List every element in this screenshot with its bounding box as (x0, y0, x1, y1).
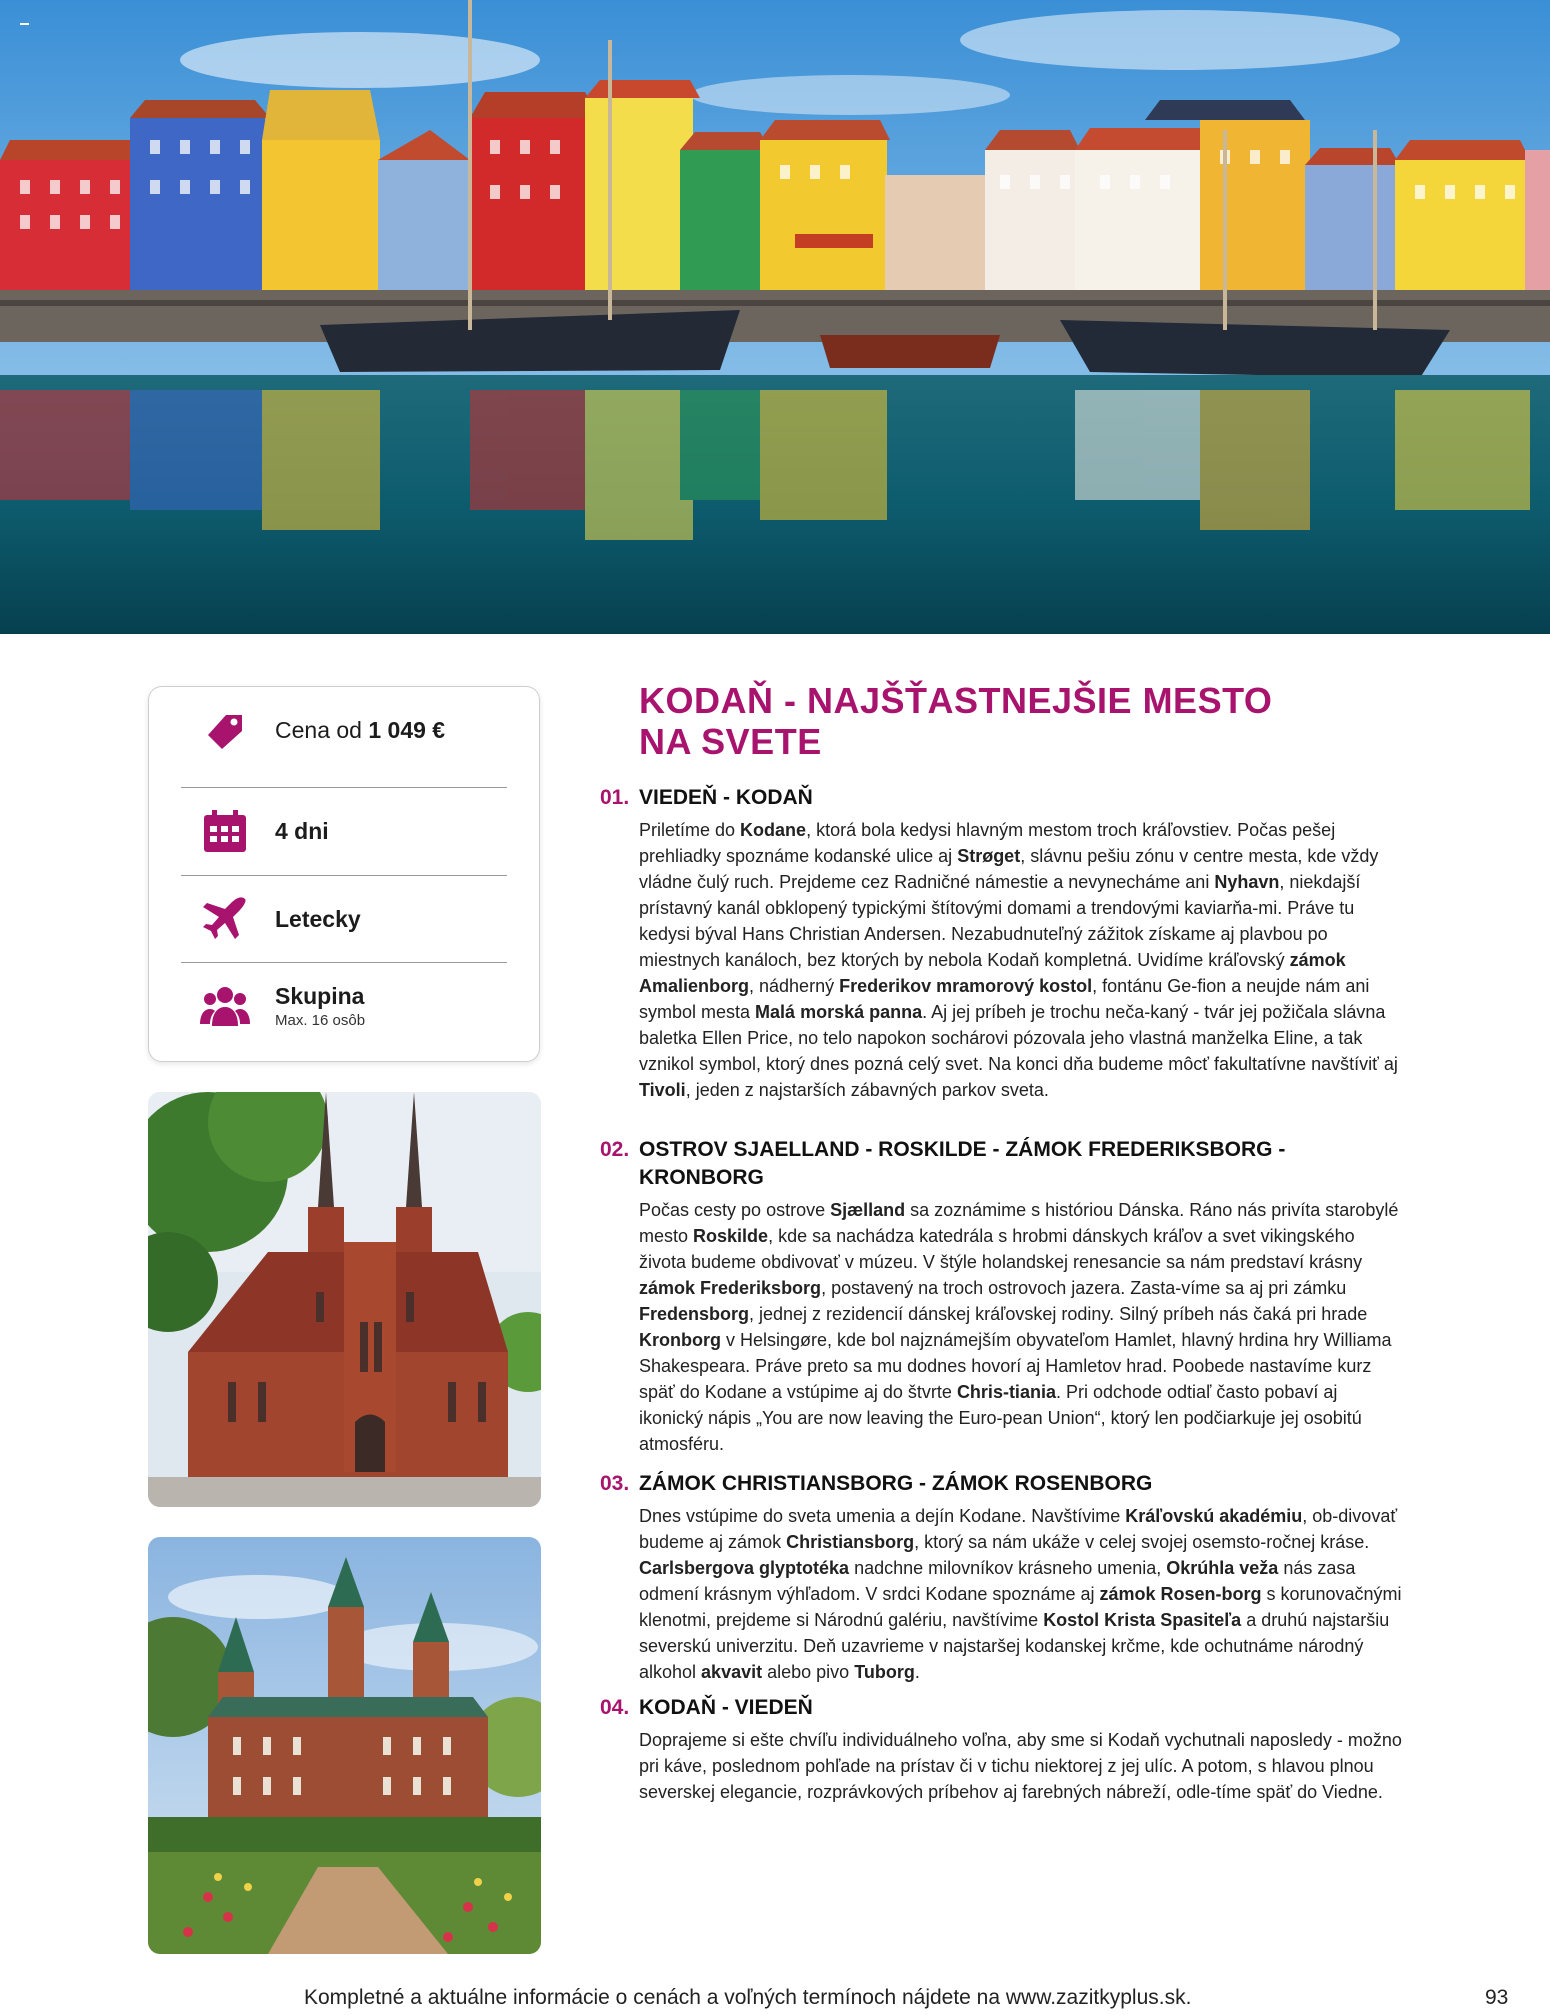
group-row (181, 963, 507, 1049)
duration-row (181, 788, 507, 874)
day-heading (600, 784, 1405, 812)
day-number: 03. (600, 1472, 630, 1495)
itinerary-day-4 (600, 1694, 1405, 1805)
itinerary-day-2 (600, 1136, 1405, 1457)
day-heading (600, 1136, 1405, 1192)
day-heading (600, 1470, 1405, 1498)
footer-info-link[interactable]: Kompletné a aktuálne informácie o cenách a voľných termínoch nájdete na www.zazitkyplus.sk. (304, 1986, 1192, 2009)
roskilde-cathedral-photo (148, 1092, 541, 1507)
group-label: Skupina (275, 983, 365, 1009)
duration-text: 4 dni (275, 817, 329, 844)
group-icon (199, 980, 251, 1032)
day-number: 04. (600, 1696, 630, 1719)
trip-info-card (148, 686, 540, 1062)
day-title: OSTROV SJAELLAND - ROSKILDE - ZÁMOK FREDERIKSBORG - KRONBORG (639, 1138, 1286, 1189)
group-text (275, 983, 365, 1029)
day-number: 01. (600, 786, 630, 809)
day-description: Doprajeme si ešte chvíľu individuálneho voľna, aby sme si Kodaň vychutnali naposledy - možno pri káve, poslednom pohľade na prístav či v tichu niektorej z jej ulíc. A potom, s hlavou plnou severskej elegancie, rozprávkových príbehov aj farebných nábreží, odle-tíme späť do Viedne. (639, 1730, 1402, 1802)
transport-text: Letecky (275, 905, 361, 932)
page-number: 93 (1485, 1986, 1509, 2009)
itinerary-day-1 (600, 784, 1405, 1103)
rosenborg-castle-photo (148, 1537, 541, 1954)
price-tag-icon (199, 704, 251, 756)
itinerary-day-3 (600, 1470, 1405, 1685)
nyhavn-harbor-photo (0, 0, 1550, 634)
page-title: KODAŇ - NAJŠŤASTNEJŠIE MESTO NA SVETE (639, 680, 1273, 762)
group-sub: Max. 16 osôb (275, 1012, 366, 1029)
price-row (181, 687, 507, 773)
corner-mark (20, 23, 29, 25)
day-description: Priletíme do Kodane, ktorá bola kedysi hlavným mestom troch kráľovstiev. Počas pešej prehliadky spoznáme kodanské ulice aj Strøget, slávnu pešiu zónu v centre mesta, kde vždy vládne čulý ruch. Prejdeme cez Radničné námestie a nevynecháme ani Nyhavn, niekdajší prístavný kanál obklopený typickými štítovými domami a trendovými kaviarňa-mi. Práve tu kedysi býval Hans Christian Andersen. Nezabudnuteľný zážitok získame aj plavbou po miestnych kanáloch, bez ktorých by nebola Kodaň kompletná. Uvidíme kráľovský zámok Amalienborg, nádherný Frederikov mramorový kostol, fontánu Ge-fion a neujde nám ani symbol mesta Malá morská panna. Aj jej príbeh je trochu neča-kaný - tvár jej požičala slávna baletka Ellen Price, no telo napokon sochárovi pózovala jeho vlastná manželka Eline, a tak vznikol symbol, ktorý dnes pozná celý svet. Na konci dňa budeme môcť fakultatívne navštíviť aj Tivoli, jeden z najstarších zábavných parkov sveta. (639, 820, 1398, 1100)
day-description: Dnes vstúpime do sveta umenia a dejín Kodane. Navštívime Kráľovskú akadémiu, ob-divovať budeme aj zámok Christiansborg, ktorý sa nám ukáže v celej svojej osemsto-ročnej kráse. Carlsbergova glyptotéka nadchne milovníkov krásneho umenia, Okrúhla veža nás zasa odmení krásnym výhľadom. V srdci Kodane spoznáme aj zámok Rosen-borg s korunovačnými klenotmi, prejdeme si Národnú galériu, navštívime Kostol Krista Spasiteľa a druhú najstaršiu severskú univerzitu. Deň uzavrieme v najstaršej kodanskej krčme, kde ochutnáme národný alkohol akvavit alebo pivo Tuborg. (639, 1506, 1402, 1682)
transport-row (181, 876, 507, 962)
day-description: Počas cesty po ostrove Sjælland sa zoznámime s históriou Dánska. Ráno nás privíta starobylé mesto Roskilde, kde sa nachádza katedrála s hrobmi dánskych kráľov a svet vikingského života budeme obdivovať v múzeu. V štýle holandskej renesancie sa nám predstaví krásny zámok Frederiksborg, postavený na troch ostrovoch jazera. Zasta-víme sa aj pri zámku Fredensborg, jednej z rezidencií dánskej kráľovskej rodiny. Silný príbeh nás čaká pri hrade Kronborg v Helsingøre, kde bol najznámejším obyvateľom Hamlet, hlavný hrdina hry Williama Shakespeara. Práve preto sa mu dodnes hovorí aj Hamletov hrad. Poobede nastavíme kurz späť do Kodane a vstúpime aj do štvrte Chris-tiania. Pri odchode odtiaľ často pobaví aj ikonický nápis „You are now leaving the Euro-pean Union“, ktorý len podčiarkuje jej osobitú atmosféru. (639, 1200, 1399, 1454)
airplane-icon (199, 893, 251, 945)
day-title: VIEDEŇ - KODAŇ (639, 786, 813, 809)
price-text: Cena od 1 049 € (275, 716, 446, 743)
day-title: ZÁMOK CHRISTIANSBORG - ZÁMOK ROSENBORG (639, 1472, 1153, 1495)
day-heading (600, 1694, 1405, 1722)
calendar-icon (199, 805, 251, 857)
day-number: 02. (600, 1138, 630, 1161)
day-title: KODAŇ - VIEDEŇ (639, 1696, 813, 1719)
